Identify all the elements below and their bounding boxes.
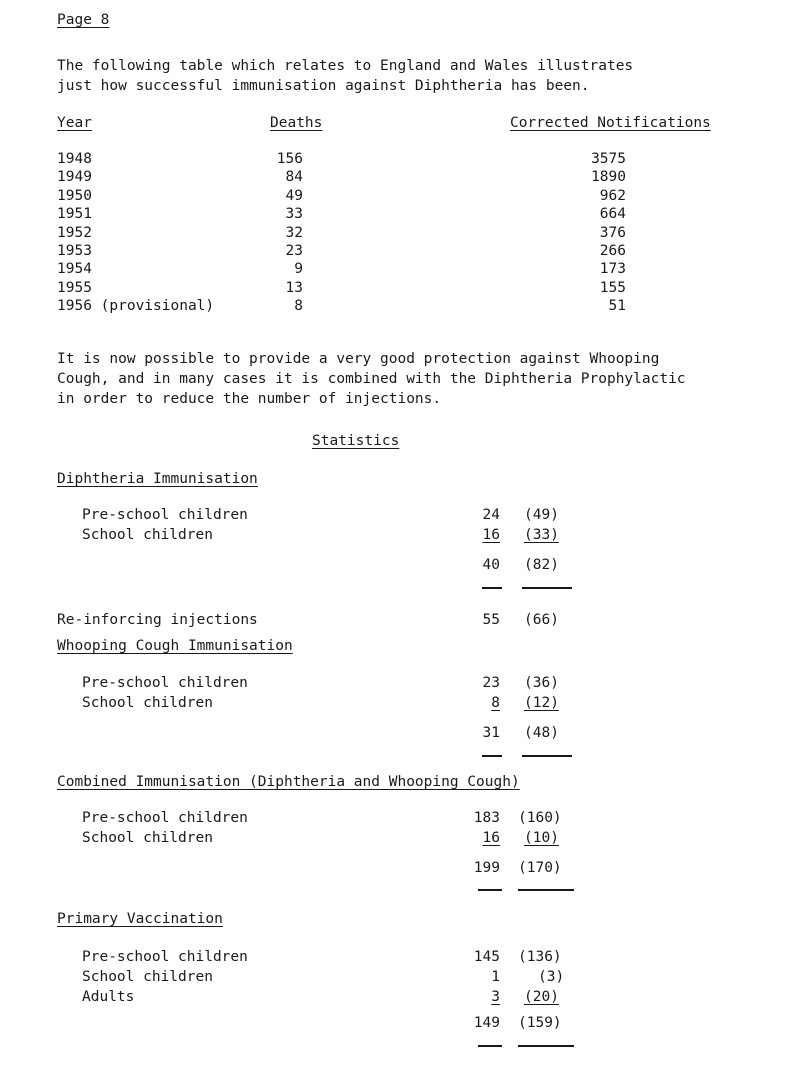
diphtheria-preschool-label: Pre-school children (82, 507, 248, 523)
primary-school-label: School children (82, 969, 213, 985)
table-notifications-cell: 173 (599, 261, 626, 277)
reinforcing-prev: (66) (524, 612, 559, 628)
header-year: Year (57, 115, 92, 131)
whooping-total-value: 31 (482, 725, 500, 741)
combined-title: Combined Immunisation (Diphtheria and Whooping Cough) (57, 774, 520, 790)
paragraph-line-2: Cough, and in many cases it is combined with the Diphtheria Prophylactic (57, 371, 686, 387)
table-deaths-cell: 84 (285, 169, 303, 185)
combined-preschool-value: 183 (473, 810, 500, 826)
diphtheria-total-prev: (82) (524, 557, 559, 573)
table-deaths-cell: 33 (285, 206, 303, 222)
whooping-title: Whooping Cough Immunisation (57, 638, 293, 654)
whooping-school-prev: (12) (524, 695, 559, 711)
paragraph-line-1: It is now possible to provide a very good protection against Whooping (57, 351, 660, 367)
combined-school-value: 16 (482, 830, 500, 846)
diphtheria-school-prev: (33) (524, 527, 559, 543)
primary-total-value: 149 (473, 1015, 500, 1031)
paragraph-line-3: in order to reduce the number of injections. (57, 391, 442, 407)
whooping-school-value: 8 (491, 695, 500, 711)
diphtheria-total-rule (482, 587, 502, 589)
combined-total-value: 199 (473, 860, 500, 876)
reinforcing-value: 55 (482, 612, 500, 628)
whooping-preschool-prev: (36) (524, 675, 559, 691)
table-notifications-cell: 266 (599, 243, 626, 259)
table-deaths-cell: 156 (276, 151, 303, 167)
table-notifications-cell: 962 (599, 188, 626, 204)
table-year-cell: 1954 (57, 261, 92, 277)
diphtheria-school-label: School children (82, 527, 213, 543)
table-deaths-cell: 49 (285, 188, 303, 204)
table-year-cell: 1952 (57, 225, 92, 241)
table-notifications-cell: 664 (599, 206, 626, 222)
diphtheria-preschool-prev: (49) (524, 507, 559, 523)
whooping-total-prev: (48) (524, 725, 559, 741)
table-deaths-cell: 32 (285, 225, 303, 241)
whooping-school-label: School children (82, 695, 213, 711)
primary-total-rule-prev (518, 1045, 574, 1047)
table-deaths-cell: 9 (294, 261, 303, 277)
diphtheria-total-value: 40 (482, 557, 500, 573)
combined-total-prev: (170) (518, 860, 562, 876)
table-year-cell: 1951 (57, 206, 92, 222)
table-year-cell: 1953 (57, 243, 92, 259)
page-label: Page 8 (57, 12, 110, 28)
table-deaths-cell: 13 (285, 280, 303, 296)
whooping-total-rule (482, 755, 502, 757)
table-year-cell: 1955 (57, 280, 92, 296)
diphtheria-title: Diphtheria Immunisation (57, 471, 258, 487)
diphtheria-school-value: 16 (482, 527, 500, 543)
combined-total-rule-prev (518, 889, 574, 891)
table-notifications-cell: 51 (608, 298, 626, 314)
whooping-preschool-value: 23 (482, 675, 500, 691)
intro-line-2: just how successful immunisation against Diphtheria has been. (57, 78, 590, 94)
primary-preschool-value: 145 (473, 949, 500, 965)
primary-adults-prev: (20) (524, 989, 559, 1005)
primary-school-prev: (3) (538, 969, 565, 985)
combined-school-label: School children (82, 830, 213, 846)
table-deaths-cell: 23 (285, 243, 303, 259)
table-year-cell: 1956 (provisional) (57, 298, 215, 314)
table-year-cell: 1948 (57, 151, 92, 167)
table-year-cell: 1950 (57, 188, 92, 204)
table-deaths-cell: 8 (294, 298, 303, 314)
header-notifications: Corrected Notifications (510, 115, 711, 131)
table-notifications-cell: 376 (599, 225, 626, 241)
primary-total-prev: (159) (518, 1015, 562, 1031)
diphtheria-total-rule-prev (522, 587, 572, 589)
primary-total-rule (478, 1045, 502, 1047)
primary-adults-label: Adults (82, 989, 135, 1005)
combined-total-rule (478, 889, 502, 891)
primary-preschool-label: Pre-school children (82, 949, 248, 965)
combined-preschool-label: Pre-school children (82, 810, 248, 826)
header-deaths: Deaths (270, 115, 323, 131)
primary-preschool-prev: (136) (518, 949, 562, 965)
whooping-preschool-label: Pre-school children (82, 675, 248, 691)
diphtheria-preschool-value: 24 (482, 507, 500, 523)
table-notifications-cell: 3575 (591, 151, 626, 167)
statistics-title: Statistics (312, 433, 400, 449)
primary-school-value: 1 (491, 969, 500, 985)
whooping-total-rule-prev (522, 755, 572, 757)
combined-preschool-prev: (160) (518, 810, 562, 826)
intro-line-1: The following table which relates to England and Wales illustrates (57, 58, 634, 74)
table-year-cell: 1949 (57, 169, 92, 185)
reinforcing-label: Re-inforcing injections (57, 612, 258, 628)
combined-school-prev: (10) (524, 830, 559, 846)
table-notifications-cell: 1890 (591, 169, 626, 185)
primary-adults-value: 3 (491, 989, 500, 1005)
primary-title: Primary Vaccination (57, 911, 223, 927)
table-notifications-cell: 155 (599, 280, 626, 296)
